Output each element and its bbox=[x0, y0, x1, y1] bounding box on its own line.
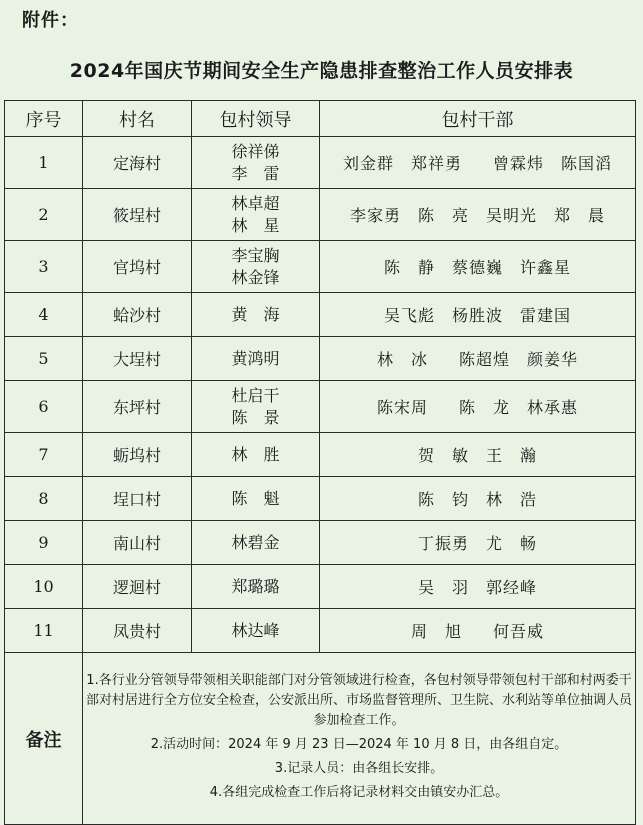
leader-cell bbox=[192, 381, 320, 433]
village-name: 筱埕村 bbox=[83, 189, 192, 241]
row-number: 8 bbox=[5, 477, 83, 521]
leader-name: 陈 魁 bbox=[231, 488, 280, 508]
table-row bbox=[5, 337, 636, 381]
leader-cell bbox=[192, 189, 320, 241]
table-row bbox=[5, 433, 636, 477]
header-leaders: 包村领导 bbox=[192, 101, 320, 137]
cadre-names: 林 冰 陈超煌 颜姜华 bbox=[320, 337, 636, 381]
table-body bbox=[5, 137, 636, 653]
row-number: 7 bbox=[5, 433, 83, 477]
village-name: 蛎坞村 bbox=[83, 433, 192, 477]
table-row bbox=[5, 521, 636, 565]
leader-name: 徐祥俤 bbox=[231, 141, 280, 161]
note-line: 4.各组完成检查工作后将记录材料交由镇安办汇总。 bbox=[209, 784, 509, 800]
row-number: 11 bbox=[5, 609, 83, 653]
leader-name: 林 胜 bbox=[231, 444, 280, 464]
attachment-label: 附件： bbox=[22, 10, 79, 31]
leader-name: 林卓超 bbox=[231, 193, 280, 213]
cadre-names: 刘金群 郑祥勇 曾霖炜 陈国滔 bbox=[320, 137, 636, 189]
table-row bbox=[5, 381, 636, 433]
table-row bbox=[5, 293, 636, 337]
row-number: 6 bbox=[5, 381, 83, 433]
note-line: 2.活动时间：2024 年 9 月 23 日—2024 年 10 月 8 日，由各组自定。 bbox=[150, 736, 568, 752]
row-number: 4 bbox=[5, 293, 83, 337]
notes-label: 备注 bbox=[5, 653, 83, 825]
village-name: 逻迴村 bbox=[83, 565, 192, 609]
header-cadres: 包村干部 bbox=[320, 101, 636, 137]
leader-name: 陈 景 bbox=[231, 407, 280, 427]
row-number: 3 bbox=[5, 241, 83, 293]
leader-name: 林 星 bbox=[231, 215, 280, 235]
leader-name: 郑璐璐 bbox=[231, 576, 280, 596]
leader-cell bbox=[192, 565, 320, 609]
cadre-names: 陈宋周 陈 龙 林承惠 bbox=[320, 381, 636, 433]
leader-cell bbox=[192, 609, 320, 653]
cadre-names: 贺 敏 王 瀚 bbox=[320, 433, 636, 477]
cadre-names: 陈 钧 林 浩 bbox=[320, 477, 636, 521]
leader-name: 李宝胸 bbox=[231, 245, 280, 265]
page-title: 2024年国庆节期间安全生产隐患排查整治工作人员安排表 bbox=[69, 60, 574, 82]
village-name: 南山村 bbox=[83, 521, 192, 565]
leader-cell bbox=[192, 521, 320, 565]
village-name: 埕口村 bbox=[83, 477, 192, 521]
table-row bbox=[5, 477, 636, 521]
leader-cell bbox=[192, 241, 320, 293]
row-number: 5 bbox=[5, 337, 83, 381]
table-row bbox=[5, 189, 636, 241]
village-name: 东坪村 bbox=[83, 381, 192, 433]
row-number: 10 bbox=[5, 565, 83, 609]
village-name: 凤贵村 bbox=[83, 609, 192, 653]
table-row bbox=[5, 137, 636, 189]
row-number: 9 bbox=[5, 521, 83, 565]
village-name: 大埕村 bbox=[83, 337, 192, 381]
table-row bbox=[5, 609, 636, 653]
cadre-names: 陈 静 蔡德巍 许鑫星 bbox=[320, 241, 636, 293]
cadre-names: 周 旭 何吾威 bbox=[320, 609, 636, 653]
notes-content bbox=[83, 653, 636, 825]
leader-name: 杜启干 bbox=[231, 385, 280, 405]
village-name: 定海村 bbox=[83, 137, 192, 189]
leader-cell bbox=[192, 137, 320, 189]
leader-name: 林达峰 bbox=[231, 620, 280, 640]
leader-cell bbox=[192, 477, 320, 521]
note-line: 3.记录人员：由各组长安排。 bbox=[274, 760, 444, 776]
cadre-names: 丁振勇 尤 畅 bbox=[320, 521, 636, 565]
table-row bbox=[5, 565, 636, 609]
schedule-table bbox=[4, 100, 636, 825]
village-name: 蛤沙村 bbox=[83, 293, 192, 337]
leader-name: 黄鸿明 bbox=[231, 348, 280, 368]
table-row bbox=[5, 241, 636, 293]
notes-row bbox=[5, 653, 636, 825]
leader-name: 李 雷 bbox=[231, 163, 280, 183]
header-no: 序号 bbox=[5, 101, 83, 137]
header-row bbox=[5, 101, 636, 137]
note-line: 1.各行业分管领导带领相关职能部门对分管领域进行检查，各包村领导带领包村干部和村两委干部对村居进行全方位安全检查，公安派出所、市场监督管理所、卫生院、水利站等单位抽调人员参加检查工作。 bbox=[85, 672, 632, 728]
leader-name: 林金锋 bbox=[231, 267, 280, 287]
leader-name: 黄 海 bbox=[231, 304, 280, 324]
village-name: 官坞村 bbox=[83, 241, 192, 293]
leader-name: 林碧金 bbox=[231, 532, 280, 552]
leader-cell bbox=[192, 433, 320, 477]
leader-cell bbox=[192, 293, 320, 337]
cadre-names: 吴 羽 郭经峰 bbox=[320, 565, 636, 609]
cadre-names: 李家勇 陈 亮 吴明光 郑 晨 bbox=[320, 189, 636, 241]
row-number: 2 bbox=[5, 189, 83, 241]
cadre-names: 吴飞彪 杨胜波 雷建国 bbox=[320, 293, 636, 337]
header-village: 村名 bbox=[83, 101, 192, 137]
row-number: 1 bbox=[5, 137, 83, 189]
leader-cell bbox=[192, 337, 320, 381]
